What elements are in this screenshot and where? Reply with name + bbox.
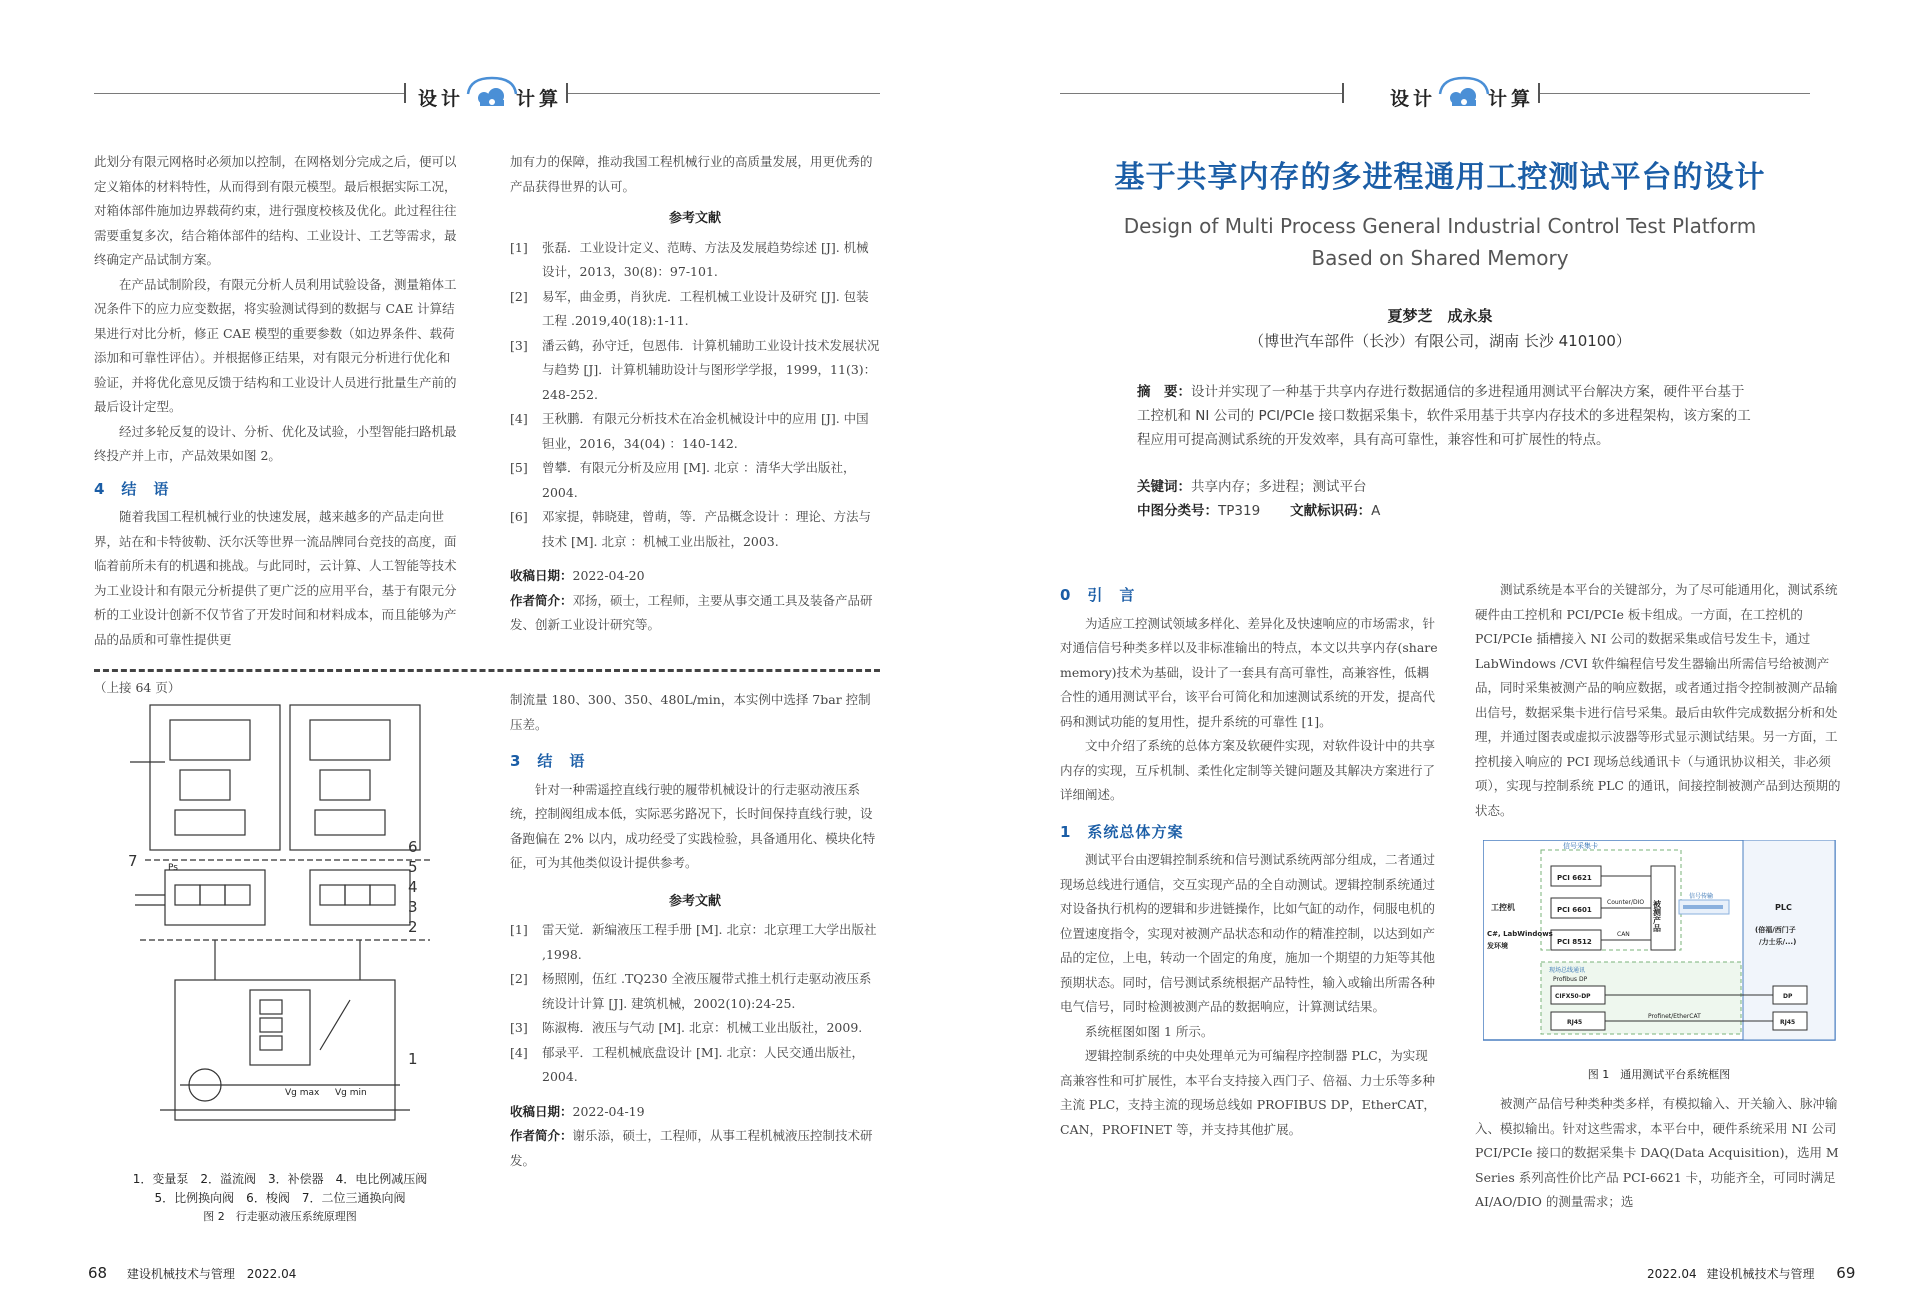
reference-number: [3] [510,337,528,353]
section-heading: 1 系统总体方案 [1060,822,1184,841]
reference-item [510,334,880,408]
schematic-label-3: 3 [408,898,418,916]
header-bar [1342,83,1344,103]
reference-text: 王秋鹏．有限元分析技术在冶金机械设计中的应用 [J]. 中国钽业，2016，34(04) ：140-142. [542,411,869,451]
ipc-env-1: C#, LabWindows [1487,930,1553,938]
rj45-right-label: RJ45 [1780,1019,1796,1026]
schematic-label-6: 6 [408,838,418,856]
figure-2-legend-line-2: 5．比例换向阀 6．梭阀 7．二位三通换向阀 [154,1191,406,1205]
header-label-design: 设计 [418,88,465,110]
pci6621-label: PCI 6621 [1557,874,1592,882]
received-date: 收稿日期：2022-04-20 [510,568,645,583]
figure-2-legend-line-1: 1．变量泵 2．溢流阀 3．补偿器 4．电比例减压阀 [132,1172,428,1186]
schematic-label-1: 1 [408,1050,418,1068]
header-rule-right [568,93,880,94]
page-number: 69 [1836,1264,1856,1282]
article-title: 基于共享内存的多进程通用工控测试平台的设计 [1114,160,1766,195]
continuation-note: （上接 64 页） [94,680,181,695]
right-col2-bottom [1475,1092,1847,1215]
schematic-label: Ps [168,863,178,873]
reference-text: 陈淑梅．液压与气动 [M]. 北京：机械工业出版社，2009. [542,1020,863,1035]
dut-note: 信号传输 [1689,893,1714,900]
paragraph: 针对一种需遥控直线行驶的履带机械设计的行走驱动液压系统，控制阀组成本低，实际恶劣路况下，长时间保持直线行驶，设备跑偏在 2% 以内，成功经受了实践检验，具备通用化、模块化特征，可为其他类似设计提供参考。 [510,781,876,870]
schematic-label-2: 2 [408,918,418,936]
section-heading: 3 结 语 [510,752,586,770]
article-title-en: Design of Multi Process General Industrial Control Test Platform Based on Shared Memory [1123,214,1757,270]
schematic-label: Vg max [285,1088,320,1098]
references-list [510,918,880,1090]
section-heading: 0 引 言 [1060,586,1136,604]
header-label-design: 设计 [1390,88,1437,110]
paragraph: 经过多轮反复的设计、分析、优化及试验，小型智能扫路机最终投产并上市，产品效果如图 2。 [94,423,457,463]
paragraph: 随着我国工程机械行业的快速发展，越来越多的产品走向世界，站在和卡特彼勒、沃尔沃等世界一流品牌同台竞技的高度，面临着前所未有的机遇和挑战。与此同时，云计算、人工智能等技术为工业设计和有限元分析提供了更广泛的应用平台，基于有限元分析的工业设计创新不仅节省了开发时间和材料成本，而且能够为产品的品质和可靠性提供更 [94,509,457,647]
plc-sub-2: /力士乐/...) [1759,938,1797,946]
ipc-title: 工控机 [1491,903,1515,912]
paragraph: 测试平台由逻辑控制系统和信号测试系统两部分组成，二者通过现场总线进行通信，交互实现产品的全自动测试。逻辑控制系统通过对设备执行机构的逻辑和步进链操作，比如气缸的动作，伺服电机的位置速度指令，实现对被测产品状态和动作的精准控制，以达到如产品的定位，上电，转动一个固定的角度，施加一个期望的力矩等其他预期状态。同时，信号测试系统根据产品特性，输入或输出所需各种电气信号，同时检测被测产品的数据响应，计算测试结果。 [1060,852,1436,1014]
reference-number: [6] [510,509,528,524]
issue-date: 2022.04 [246,1267,297,1281]
paragraph: 为适应工控测试领域多样化、差异化及快速响应的市场需求，针对通信信号种类多样以及非标准输出的特点，本文以共享内存(share memory)技术为基础，设计了一套具有高可靠性，高兼容性，低耦合性的通用测试平台，该平台可简化和加速测试系统的开发，提高代码和测试功能的复用性，提升系统的可靠性 [1]。 [1060,615,1438,729]
article-separator [94,669,880,672]
received-date: 收稿日期：2022-04-19 [510,1103,645,1119]
reference-number: [1] [510,922,528,937]
references-heading: 参考文献 [668,893,721,909]
abstract: 摘 要：设计并实现了一种基于共享内存进行数据通信的多进程通用测试平台解决方案，硬件平台基于工控机和 NI 公司的 PCI/PCIe 接口数据采集卡，软件采用基于共享内存技术的多进程架构，该方案的工程应用可提高测试系统的开发效率，具有高可靠性，兼容性和可扩展性的特点。 [1137,384,1751,448]
dut-label: 被测产品 [1652,900,1662,932]
affiliation: （博世汽车部件（长沙）有限公司，湖南 长沙 410100） [1249,332,1631,350]
reference-item [510,1041,880,1090]
reference-number: [4] [510,1044,528,1060]
pci8512-label: PCI 8512 [1557,938,1592,946]
journal-name: 建设机械技术与管理 [126,1267,235,1281]
reference-text: 张磊．工业设计定义、范畴、方法及发展趋势综述 [J]. 机械设计，2013，30(8)：97-101. [542,239,869,279]
cloud-gear-icon [462,72,522,112]
right-page [960,0,1920,1303]
references-list [510,236,880,555]
dp-label: DP [1783,993,1793,1000]
left-col1-top [94,150,462,652]
reference-item [510,918,880,967]
pci6601-label: PCI 6601 [1557,906,1592,914]
issue-date: 2022.04 [1647,1267,1697,1281]
schematic-label: Vg min [335,1088,367,1098]
reference-number: [3] [510,1020,528,1035]
header-rule-left [1060,93,1342,94]
header-bar [404,83,406,103]
rj45-left-label: RJ45 [1567,1019,1583,1026]
reference-text: 郁录平．工程机械底盘设计 [M]. 北京：人民交通出版社，2004. [542,1044,864,1084]
paragraph: 此划分有限元网格时必须加以控制，在网格划分完成之后，便可以定义箱体的材料特性，从而得到有限元模型。最后根据实际工况，对箱体部件施加边界载荷约束，进行强度校核及优化。此过程往往需要重复多次，结合箱体部件的结构、工业设计、工艺等需求，最终确定产品试制方案。 [94,154,457,267]
profibus-label: Profibus DP [1553,976,1588,983]
paragraph: 测试系统是本平台的关键部分，为了尽可能通用化，测试系统硬件由工控机和 PCI/PCIe 板卡组成。一方面，在工控机的 PCI/PCIe 插槽接入 NI 公司的数据采集或信号发生卡，通过 LabWindows /CVI 软件编程信号发生器输出所需信号给被测产品，同时采集被测产品的响应数据，或者通过指令控制被测产品输出信号，数据采集卡进行信号采集。最后由软件完成数据分析和处理，并通过图表或虚拟示波器等形式显示测试结果。另一方面，工控机接入响应的 PCI 现场总线通讯卡（与通讯协议相关，非必须项），实现与控制系统 PLC 的通讯，间接控制被测产品到达预期的状态。 [1475,582,1841,818]
schematic-label-5: 5 [408,858,418,876]
reference-text: 雷天觉．新编液压工程手册 [M]. 北京：北京理工大学出版社 ,1998. [542,922,877,962]
figure-1-caption: 图 1 通用测试平台系统框图 [1587,1068,1731,1081]
reference-text: 杨照刚，伍红 .TQ230 全液压履带式推土机行走驱动液压系统设计计算 [J]. 建筑机械，2002(10):24-25. [542,971,872,1011]
right-col1 [1060,575,1440,1142]
can-label: CAN [1617,931,1630,938]
reference-text: 潘云鹤，孙守迁，包恩伟．计算机辅助工业设计技术发展状况与趋势 [J]．计算机辅助设计与图形学学报，1999，11(3)：248-252. [542,337,880,402]
reference-item [510,407,880,456]
reference-item [510,456,880,505]
schematic-label-7: 7 [128,852,138,870]
reference-item [510,236,880,285]
left-col2-top [510,150,880,638]
fieldbus-label: 现场总线通讯 [1549,967,1586,974]
reference-number: [1] [510,239,528,255]
page-number: 68 [88,1264,108,1282]
header-label-calc: 计算 [1488,88,1535,110]
reference-item [510,505,880,554]
paragraph: 文中介绍了系统的总体方案及软硬件实现，对软件设计中的共享内存的实现，互斥机制、柔性化定制等关键问题及其解决方案进行了详细阐述。 [1060,738,1436,802]
figure-1-system-diagram [1483,840,1843,1058]
references-heading: 参考文献 [668,211,721,226]
reference-text: 曾攀．有限元分析及应用 [M]. 北京 ：清华大学出版社，2004. [542,460,856,500]
left-col2-bottom [510,688,880,1173]
reference-number: [4] [510,411,528,426]
author-bio: 作者简介：谢乐添，硕士，工程师，从事工程机械液压控制技术研发。 [510,1128,873,1168]
paragraph: 被测产品信号种类种类多样，有模拟输入、开关输入、脉冲输入、模拟输出。针对这些需求，本平台中，硬件系统采用 NI 公司 PCI/PCIe 接口的数据采集卡 DAQ(Data Acquisition)，选用 M Series 系列高性价比产品 PCI-6621 卡，功能齐全，可同时满足 AI/AO/DIO 的测量需求；选 [1475,1096,1839,1209]
paragraph: 系统框图如图 1 所示。 [1085,1023,1214,1039]
section-heading: 4 结 语 [94,479,170,498]
reference-item [510,967,880,1016]
figure-2-hydraulic-schematic [120,700,450,1145]
reference-item [510,285,880,334]
paragraph: 逻辑控制系统的中央处理单元为可编程序控制器 PLC，为实现高兼容性和可扩展性，本平台支持接入西门子、倍福、力士乐等多种主流 PLC，支持主流的现场总线如 PROFIBUS DP，EtherCAT，CAN，PROFINET 等，并支持其他扩展。 [1060,1048,1436,1137]
profinet-label: Profinet/EtherCAT [1648,1013,1701,1020]
header-rule-left [94,93,404,94]
paragraph: 加有力的保障，推动我国工程机械行业的高质量发展，用更优秀的产品获得世界的认可。 [510,154,873,194]
cloud-gear-icon [1434,72,1494,112]
footer-left [88,1264,296,1282]
reference-item [510,1016,880,1041]
plc-sub-1: (倍福/西门子 [1755,926,1796,934]
right-col2-top [1475,578,1847,823]
daq-label: 信号采集卡 [1563,842,1598,850]
reference-number: [2] [510,288,528,304]
header-rule-right [1540,93,1810,94]
keywords-block: 关键词：共享内存；多进程；测试平台 中图分类号：TP319 文献标识码：A [1137,479,1381,519]
schematic-label-4: 4 [408,878,418,896]
footer-right [1647,1264,1855,1282]
reference-text: 邓家提，韩晓建，曾萌，等．产品概念设计 ：理论、方法与技术 [M]. 北京 ：机械工业出版社，2003. [542,509,871,549]
counter-label: Counter/DIO [1607,899,1645,906]
reference-text: 易军，曲金勇，肖狄虎．工程机械工业设计及研究 [J]. 包装工程 .2019,40(18):1-11. [542,288,869,328]
reference-number: [5] [510,460,528,475]
plc-title: PLC [1775,903,1792,912]
ipc-env-2: 发环境 [1487,942,1508,950]
journal-name: 建设机械技术与管理 [1706,1267,1815,1281]
figure-2-title: 图 2 行走驱动液压系统原理图 [203,1210,357,1223]
author-bio: 作者简介：邓扬，硕士，工程师，主要从事交通工具及装备产品研发、创新工业设计研究等。 [510,592,873,632]
paragraph: 在产品试制阶段，有限元分析人员利用试验设备，测量箱体工况条件下的应力应变数据，将实验测试得到的数据与 CAE 计算结果进行对比分析，修正 CAE 模型的重要参数（如边界条件、载荷添加和可靠性评估）。并根据修正结果，对有限元分析进行优化和验证，并将优化意见反馈于结构和工业设计人员进行批量生产前的最后设计定型。 [94,276,457,414]
authors: 夏梦芝 成永泉 [1387,307,1493,325]
paragraph: 制流量 180、300、350、480L/min，本实例中选择 7bar 控制压差。 [510,692,871,732]
cifx-label: CIFX50-DP [1555,993,1591,1000]
reference-number: [2] [510,971,528,986]
header-label-calc: 计算 [516,88,563,110]
